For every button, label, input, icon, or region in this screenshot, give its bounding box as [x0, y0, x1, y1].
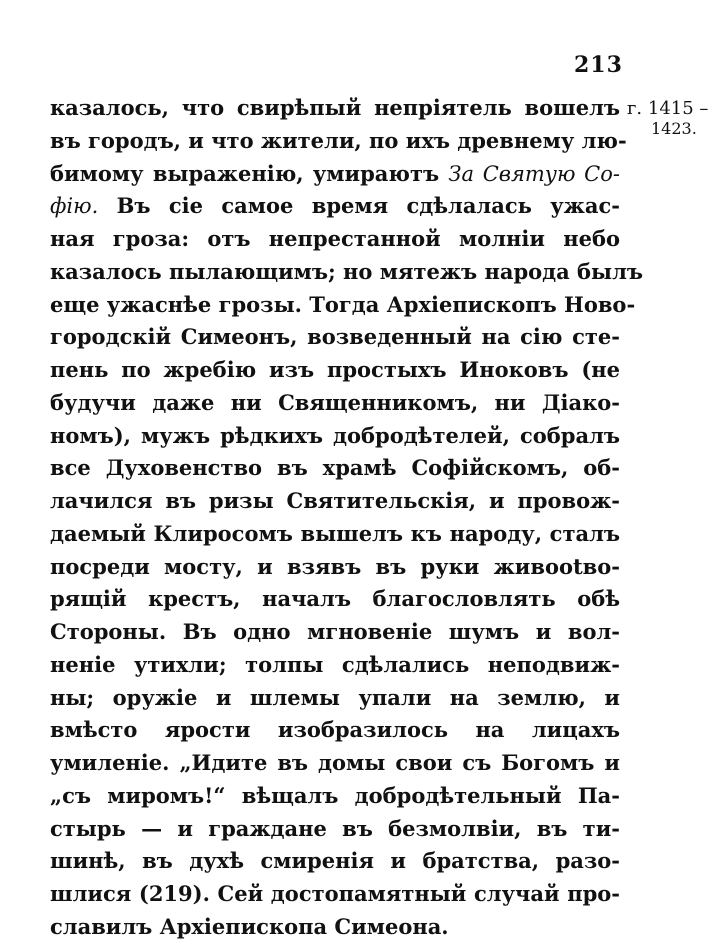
body-text [50, 92, 644, 944]
italic-phrase: За Святую Со- [448, 161, 620, 186]
text-line: умиленіе. „Идите въ домы свои съ Богомъ и [50, 750, 620, 775]
text-line: славилъ Архіепископа Симеона. [50, 913, 449, 939]
text-line: неніе утихли; толпы сдѣлались неподвиж- [50, 651, 620, 677]
text-line: вмѣсто ярости изобразилось на лицахъ [50, 717, 620, 743]
text-line: шлися (219). Сей достопамятный случай про- [50, 881, 620, 906]
text-line: казалось, что свирѣпый непріятель вошелъ [50, 95, 620, 120]
text-line: городскій Симеонъ, возведенный на сію сте- [50, 324, 620, 350]
text-line: лачился въ ризы Святительскія, и провож- [50, 488, 620, 513]
italic-phrase: фію. [50, 194, 99, 219]
text-line: стырь — и граждане въ безмолвіи, въ ти- [50, 815, 620, 841]
text-line-plain: Въ сіе самое время сдѣлалась ужас- [98, 193, 620, 219]
text-line: еще ужаснѣе грозы. Тогда Архіепископъ Ново- [50, 291, 636, 317]
page-number: 213 [574, 52, 623, 78]
text-line: все Духовенство въ храмѣ Софійскомъ, об- [50, 455, 620, 481]
text-line: пень по жребію изъ простыхъ Иноковъ (не [50, 357, 620, 382]
text-line: даемый Клиросомъ вышелъ къ народу, сталъ [50, 520, 620, 546]
text-line: рящій крестъ, началъ благословлять обѣ [50, 586, 620, 612]
text-line: номъ), мужъ рѣдкихъ добродѣтелей, собралъ [50, 422, 620, 448]
text-line [50, 190, 620, 223]
text-line [50, 158, 620, 191]
text-line: ны; оружіе и шлемы упали на землю, и [50, 684, 620, 710]
text-line: посреди мосту, и взявъ въ руки живоotво- [50, 553, 620, 579]
margin-year-end: 1423. [651, 119, 697, 138]
text-line: Стороны. Въ одно мгновеніе шумъ и вол- [50, 619, 620, 644]
text-line: шинѣ, въ духѣ смиренія и братства, разо- [50, 848, 620, 874]
margin-year-start: г. 1415 – [627, 98, 709, 119]
text-line: ная гроза: отъ непрестанной молніи небо [50, 226, 620, 251]
text-line-plain: бимому выраженію, умираютъ [50, 160, 449, 186]
text-line: казалось пылающимъ; но мятежъ народа былъ [50, 258, 644, 284]
margin-year-note [627, 98, 708, 138]
text-line: будучи даже ни Священникомъ, ни Діако- [50, 389, 620, 415]
text-line: „съ миромъ!“ вѣщалъ добродѣтельный Па- [50, 782, 620, 808]
text-line: въ городъ, и что жители, по ихъ древнему лю- [50, 127, 627, 153]
